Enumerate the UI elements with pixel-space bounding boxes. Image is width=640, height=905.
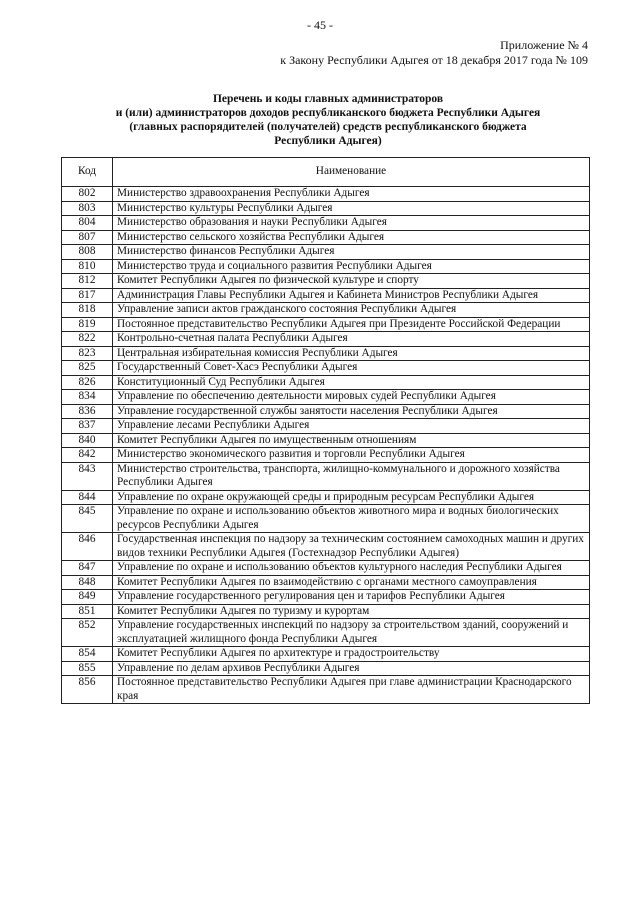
row-code: 826 — [62, 375, 113, 390]
row-name: Управление по охране и использованию объектов культурного наследия Республики Адыгея — [113, 561, 590, 576]
row-name: Управление по делам архивов Республики Адыгея — [113, 661, 590, 676]
row-code: 855 — [62, 661, 113, 676]
row-name: Управление по обеспечению деятельности мировых судей Республики Адыгея — [113, 390, 590, 405]
row-name: Комитет Республики Адыгея по туризму и курортам — [113, 604, 590, 619]
row-name: Министерство финансов Республики Адыгея — [113, 245, 590, 260]
row-code: 844 — [62, 490, 113, 505]
row-code: 845 — [62, 505, 113, 533]
administrators-table — [61, 157, 590, 704]
table-row — [62, 288, 590, 303]
row-name: Министерство труда и социального развития Республики Адыгея — [113, 259, 590, 274]
row-code: 836 — [62, 404, 113, 419]
row-name: Управление государственной службы занятости населения Республики Адыгея — [113, 404, 590, 419]
appendix-law-reference: к Закону Республики Адыгея от 18 декабря 2017 года № 109 — [280, 53, 588, 67]
row-code: 848 — [62, 575, 113, 590]
row-code: 817 — [62, 288, 113, 303]
row-code: 823 — [62, 346, 113, 361]
header-name: Наименование — [113, 158, 590, 187]
row-code: 825 — [62, 361, 113, 376]
row-name: Управление по охране и использованию объектов животного мира и водных биологических ресурсов Республики Адыгея — [113, 505, 590, 533]
table-row — [62, 676, 590, 704]
table-row — [62, 375, 590, 390]
title-line-2: и (или) администраторов доходов республиканского бюджета Республики Адыгея — [115, 107, 541, 119]
table-row — [62, 462, 590, 490]
title-line-4: Республики Адыгея) — [274, 135, 382, 147]
table-row — [62, 346, 590, 361]
table-row — [62, 419, 590, 434]
table-row — [62, 361, 590, 376]
table-row — [62, 533, 590, 561]
row-name: Контрольно-счетная палата Республики Адыгея — [113, 332, 590, 347]
row-name: Управление по охране окружающей среды и природным ресурсам Республики Адыгея — [113, 490, 590, 505]
table-row — [62, 201, 590, 216]
title-line-1: Перечень и коды главных администраторов — [212, 93, 444, 105]
row-name: Управление государственного регулирования цен и тарифов Республики Адыгея — [113, 590, 590, 605]
row-name: Министерство культуры Республики Адыгея — [113, 201, 590, 216]
row-code: 846 — [62, 533, 113, 561]
row-code: 810 — [62, 259, 113, 274]
row-name: Министерство образования и науки Республики Адыгея — [113, 216, 590, 231]
row-code: 840 — [62, 433, 113, 448]
row-name: Комитет Республики Адыгея по взаимодействию с органами местного самоуправления — [113, 575, 590, 590]
table-row — [62, 448, 590, 463]
row-code: 849 — [62, 590, 113, 605]
row-code: 842 — [62, 448, 113, 463]
table-row — [62, 619, 590, 647]
row-name: Министерство здравоохранения Республики Адыгея — [113, 187, 590, 202]
appendix-label: Приложение № 4 — [500, 38, 588, 52]
table-row — [62, 303, 590, 318]
table-row — [62, 230, 590, 245]
row-code: 819 — [62, 317, 113, 332]
row-code: 851 — [62, 604, 113, 619]
table-row — [62, 561, 590, 576]
table-row — [62, 332, 590, 347]
header-code: Код — [62, 158, 113, 187]
row-code: 843 — [62, 462, 113, 490]
row-code: 822 — [62, 332, 113, 347]
table-row — [62, 259, 590, 274]
table-row — [62, 505, 590, 533]
table-body — [62, 187, 590, 704]
table-row — [62, 390, 590, 405]
row-name: Центральная избирательная комиссия Республики Адыгея — [113, 346, 590, 361]
row-name: Управление государственных инспекций по надзору за строительством зданий, сооружений и эксплуатацией жилищного фонда Республики Адыгея — [113, 619, 590, 647]
row-code: 837 — [62, 419, 113, 434]
page-number: - 45 - — [307, 18, 333, 32]
row-code: 803 — [62, 201, 113, 216]
row-code: 852 — [62, 619, 113, 647]
table-row — [62, 647, 590, 662]
row-name: Министерство экономического развития и торговли Республики Адыгея — [113, 448, 590, 463]
table-header-row — [62, 158, 590, 187]
row-code: 854 — [62, 647, 113, 662]
table-row — [62, 661, 590, 676]
row-name: Постоянное представительство Республики Адыгея при главе администрации Краснодарского края — [113, 676, 590, 704]
row-code: 834 — [62, 390, 113, 405]
table-row — [62, 590, 590, 605]
row-name: Постоянное представительство Республики Адыгея при Президенте Российской Федерации — [113, 317, 590, 332]
table-row — [62, 274, 590, 289]
row-name: Комитет Республики Адыгея по имущественным отношениям — [113, 433, 590, 448]
row-code: 856 — [62, 676, 113, 704]
row-name: Комитет Республики Адыгея по архитектуре и градостроительству — [113, 647, 590, 662]
table-row — [62, 604, 590, 619]
row-code: 804 — [62, 216, 113, 231]
table-row — [62, 245, 590, 260]
row-code: 812 — [62, 274, 113, 289]
table-row — [62, 490, 590, 505]
table-row — [62, 575, 590, 590]
table-row — [62, 216, 590, 231]
row-name: Комитет Республики Адыгея по физической культуре и спорту — [113, 274, 590, 289]
row-name: Государственная инспекция по надзору за техническим состоянием самоходных машин и других видов техники Республики Адыгея (Гостехнадзор Республики Адыгея) — [113, 533, 590, 561]
row-code: 818 — [62, 303, 113, 318]
row-name: Министерство сельского хозяйства Республики Адыгея — [113, 230, 590, 245]
row-name: Государственный Совет-Хасэ Республики Адыгея — [113, 361, 590, 376]
row-name: Конституционный Суд Республики Адыгея — [113, 375, 590, 390]
table-row — [62, 404, 590, 419]
row-name: Управление записи актов гражданского состояния Республики Адыгея — [113, 303, 590, 318]
row-code: 847 — [62, 561, 113, 576]
row-code: 807 — [62, 230, 113, 245]
table-row — [62, 187, 590, 202]
title-line-3: (главных распорядителей (получателей) средств республиканского бюджета — [129, 121, 527, 133]
row-code: 808 — [62, 245, 113, 260]
row-name: Министерство строительства, транспорта, жилищно-коммунального и дорожного хозяйства Республики Адыгея — [113, 462, 590, 490]
row-name: Управление лесами Республики Адыгея — [113, 419, 590, 434]
table-row — [62, 433, 590, 448]
table-row — [62, 317, 590, 332]
document-title — [58, 92, 598, 148]
row-name: Администрация Главы Республики Адыгея и Кабинета Министров Республики Адыгея — [113, 288, 590, 303]
row-code: 802 — [62, 187, 113, 202]
